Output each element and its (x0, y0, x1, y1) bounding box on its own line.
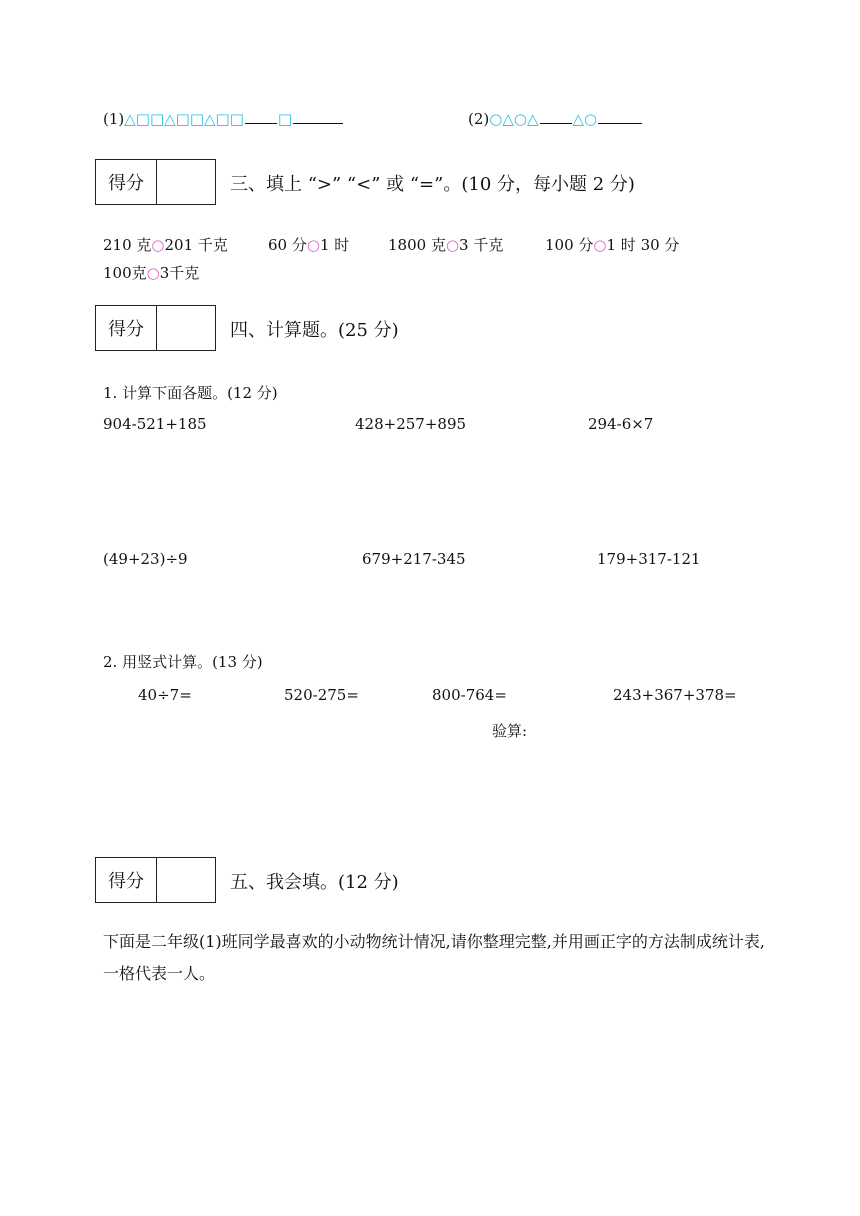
q2-expression: 243+367+378= (613, 686, 737, 704)
compare-right: 1 时 (319, 236, 350, 254)
q1-label: 1. 计算下面各题。(12 分) (103, 384, 278, 402)
compare-left: 60 分 (268, 236, 307, 254)
section-3-title: 三、填上 “>” “<” 或 “=”。(10 分，每小题 2 分) (230, 174, 635, 195)
compare-right: 201 千克 (164, 236, 228, 254)
score-value[interactable] (157, 306, 215, 350)
compare-item-3 (388, 234, 503, 255)
pattern-1-blank-2[interactable] (293, 122, 343, 124)
compare-left: 100克 (103, 264, 147, 282)
section-5-title: 五、我会填。(12 分) (230, 872, 399, 893)
pattern-2-sequence: ○△○△ (489, 110, 539, 128)
score-value[interactable] (157, 858, 215, 902)
pattern-2 (468, 110, 643, 128)
pattern-1-sequence: △□□△□□△□□ (124, 110, 244, 128)
compare-left: 210 克 (103, 236, 152, 254)
compare-circle[interactable]: ○ (306, 236, 320, 254)
pattern-2-number: (2) (468, 110, 490, 128)
compare-item-5 (103, 262, 199, 283)
compare-right: 3 千克 (459, 236, 504, 254)
q1-expression: 294-6×7 (588, 415, 654, 433)
section-4-title: 四、计算题。(25 分) (230, 320, 399, 341)
q1-expression: 428+257+895 (355, 415, 467, 433)
score-label: 得分 (96, 858, 157, 902)
pattern-2-tail: △○ (572, 110, 598, 128)
score-box-section-5 (95, 857, 216, 903)
pattern-2-blank-2[interactable] (598, 122, 642, 124)
pattern-1-blank[interactable] (245, 122, 277, 124)
pattern-1-number: (1) (103, 110, 125, 128)
compare-left: 1800 克 (388, 236, 446, 254)
pattern-1 (103, 110, 344, 128)
pattern-1-box: □ (277, 110, 293, 128)
score-box-section-3 (95, 159, 216, 205)
q2-label: 2. 用竖式计算。(13 分) (103, 653, 263, 671)
q2-expression: 800-764= (432, 686, 507, 704)
score-label: 得分 (96, 160, 157, 204)
compare-item-2 (268, 234, 349, 255)
compare-circle[interactable]: ○ (593, 236, 607, 254)
compare-circle[interactable]: ○ (146, 264, 160, 282)
score-value[interactable] (157, 160, 215, 204)
score-label: 得分 (96, 306, 157, 350)
pattern-2-blank[interactable] (540, 122, 572, 124)
q1-expression: 904-521+185 (103, 415, 207, 433)
compare-circle[interactable]: ○ (445, 236, 460, 254)
q1-expression: 179+317-121 (597, 550, 701, 568)
score-box-section-4 (95, 305, 216, 351)
q1-expression: 679+217-345 (362, 550, 466, 568)
compare-item-1 (103, 234, 228, 255)
q2-expression: 520-275= (284, 686, 359, 704)
check-label: 验算: (492, 722, 528, 740)
compare-right: 1 时 30 分 (606, 236, 680, 254)
q2-expression: 40÷7= (138, 686, 192, 704)
section-5-paragraph: 下面是二年级(1)班同学最喜欢的小动物统计情况,请你整理完整,并用画正字的方法制成统计表,一格代表一人。 (103, 932, 765, 983)
q1-expression: (49+23)÷9 (103, 550, 188, 568)
compare-right: 3千克 (159, 264, 200, 282)
compare-item-4 (545, 234, 679, 255)
compare-circle[interactable]: ○ (151, 236, 165, 254)
compare-left: 100 分 (545, 236, 594, 254)
